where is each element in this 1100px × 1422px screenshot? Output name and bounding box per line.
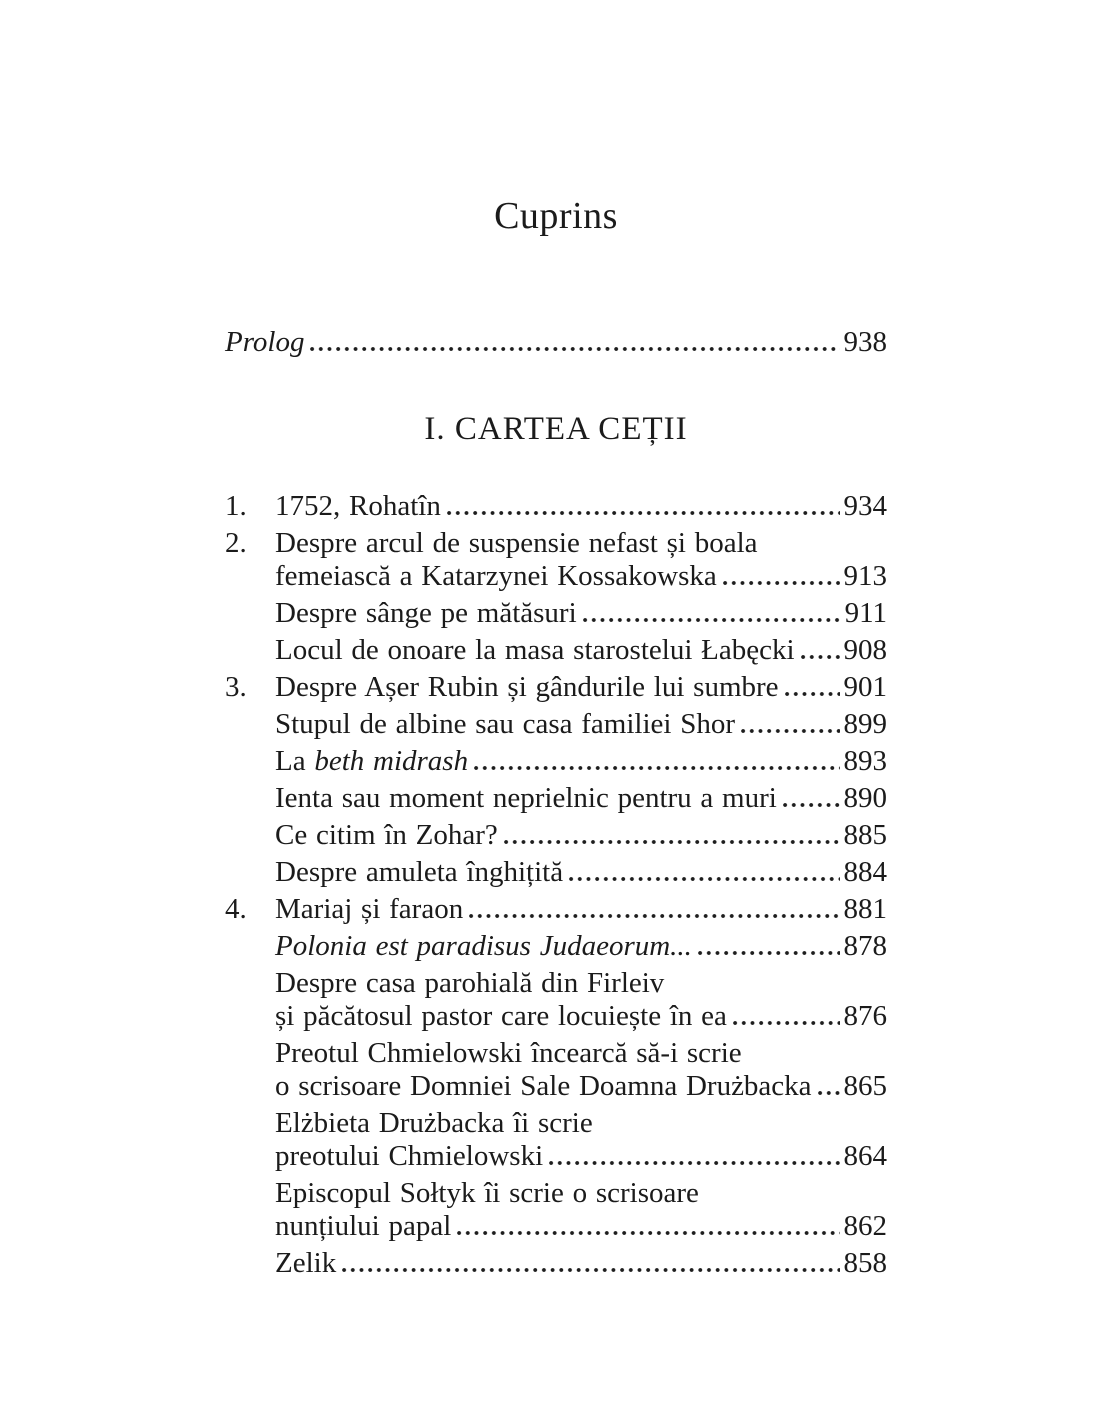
page-number: 865 (843, 1070, 887, 1102)
dot-leader (310, 347, 839, 351)
entry-title: Episcopul Sołtyk îi scrie o scrisoare (275, 1177, 699, 1209)
page-number: 858 (843, 1247, 887, 1279)
page-number: 938 (843, 326, 887, 358)
entry-title: preotului Chmielowski (275, 1140, 544, 1172)
entry-title: nunțiului papal (275, 1210, 452, 1242)
section-heading: I. CARTEA CEȚII (424, 411, 688, 447)
page-number: 862 (843, 1210, 887, 1242)
dot-leader (698, 951, 840, 955)
toc-content (225, 0, 887, 1280)
page-number: 890 (843, 782, 887, 814)
page-number: 885 (843, 819, 887, 851)
page-number: 881 (843, 893, 887, 925)
entry-title: Mariaj și faraon (275, 893, 464, 925)
entry-number: 1. (225, 490, 247, 522)
entry-line (275, 1107, 887, 1140)
dot-leader (583, 618, 841, 622)
toc-entry (225, 819, 887, 852)
entry-line (275, 597, 887, 630)
entry-title: Prolog (225, 326, 305, 358)
page-title: Cuprins (494, 195, 618, 237)
entry-title: Despre casa parohială din Firleiv (275, 967, 665, 999)
toc-entry (225, 967, 887, 1033)
toc-entry (225, 708, 887, 741)
toc-entry (225, 856, 887, 889)
dot-leader (818, 1091, 840, 1095)
entry-title: Polonia est paradisus Judaeorum... (275, 930, 692, 962)
entry-title: Zelik (275, 1247, 337, 1279)
page-number: 901 (843, 671, 887, 703)
entry-title: Elżbieta Drużbacka îi scrie (275, 1107, 593, 1139)
dot-leader (733, 1021, 840, 1025)
dot-leader (569, 877, 839, 881)
dot-leader (342, 1268, 839, 1272)
entry-title: Ienta sau moment neprielnic pentru a muri (275, 782, 777, 814)
entry-title: Despre Așer Rubin și gândurile lui sumbre (275, 671, 779, 703)
toc-entry (225, 782, 887, 815)
dot-leader (457, 1231, 839, 1235)
page-number: 876 (843, 1000, 887, 1032)
toc-entry (225, 527, 887, 593)
dot-leader (474, 766, 839, 770)
dot-leader (447, 511, 840, 515)
page-number: 893 (843, 745, 887, 777)
dot-leader (785, 692, 840, 696)
entry-line (275, 1000, 887, 1033)
entry-number: 2. (225, 527, 247, 559)
dot-leader (801, 655, 840, 659)
dot-leader (783, 803, 840, 807)
entry-line (275, 1177, 887, 1210)
entry-line (275, 1037, 887, 1070)
entry-line (275, 782, 887, 815)
entry-line (275, 1070, 887, 1103)
entry-line (275, 745, 887, 778)
entry-title: Despre amuleta înghițită (275, 856, 564, 888)
entry-title: Preotul Chmielowski încearcă să-i scrie (275, 1037, 742, 1069)
toc-entry (225, 1247, 887, 1280)
dot-leader (549, 1161, 839, 1165)
page-number: 934 (843, 490, 887, 522)
page-number: 899 (843, 708, 887, 740)
entry-line (275, 1140, 887, 1173)
entry-line (275, 856, 887, 889)
toc-entry (225, 745, 887, 778)
toc-entry (225, 930, 887, 963)
page-number: 911 (844, 597, 887, 629)
entry-title: femeiască a Katarzynei Kossakowska (275, 560, 717, 592)
page-number: 864 (843, 1140, 887, 1172)
toc-entry (225, 597, 887, 630)
entry-number: 3. (225, 671, 247, 703)
toc-entry (225, 671, 887, 704)
page-number: 913 (843, 560, 887, 592)
toc-entries (225, 490, 887, 1280)
dot-leader (504, 840, 840, 844)
page-number: 884 (843, 856, 887, 888)
entry-line (275, 490, 887, 523)
entry-title: Despre arcul de suspensie nefast și boala (275, 527, 758, 559)
entry-line (275, 1210, 887, 1243)
page-number: 908 (843, 634, 887, 666)
toc-entry (225, 893, 887, 926)
entry-line (275, 671, 887, 704)
entry-line (275, 1247, 887, 1280)
entry-title: Locul de onoare la masa starostelui Łabęcki (275, 634, 795, 666)
entry-line (275, 708, 887, 741)
toc-entry (225, 634, 887, 667)
toc-entry-prolog (225, 326, 887, 359)
dot-leader (741, 729, 839, 733)
toc-entry (225, 1037, 887, 1103)
dot-leader (723, 581, 840, 585)
entry-title: La beth midrash (275, 745, 469, 777)
entry-line (275, 634, 887, 667)
entry-line (275, 967, 887, 1000)
entry-line (275, 560, 887, 593)
entry-number: 4. (225, 893, 247, 925)
entry-line (275, 819, 887, 852)
entry-title: și păcătosul pastor care locuiește în ea (275, 1000, 727, 1032)
entry-line (275, 930, 887, 963)
dot-leader (469, 914, 839, 918)
entry-title: Stupul de albine sau casa familiei Shor (275, 708, 736, 740)
toc-entry (225, 1177, 887, 1243)
entry-title: Despre sânge pe mătăsuri (275, 597, 577, 629)
toc-entry (225, 1107, 887, 1173)
entry-title: 1752, Rohatîn (275, 490, 441, 522)
toc-entry (225, 490, 887, 523)
page-number: 878 (843, 930, 887, 962)
entry-title: Ce citim în Zohar? (275, 819, 498, 851)
entry-line (275, 527, 887, 560)
entry-line (275, 893, 887, 926)
entry-title: o scrisoare Domniei Sale Doamna Drużbacka (275, 1070, 812, 1102)
